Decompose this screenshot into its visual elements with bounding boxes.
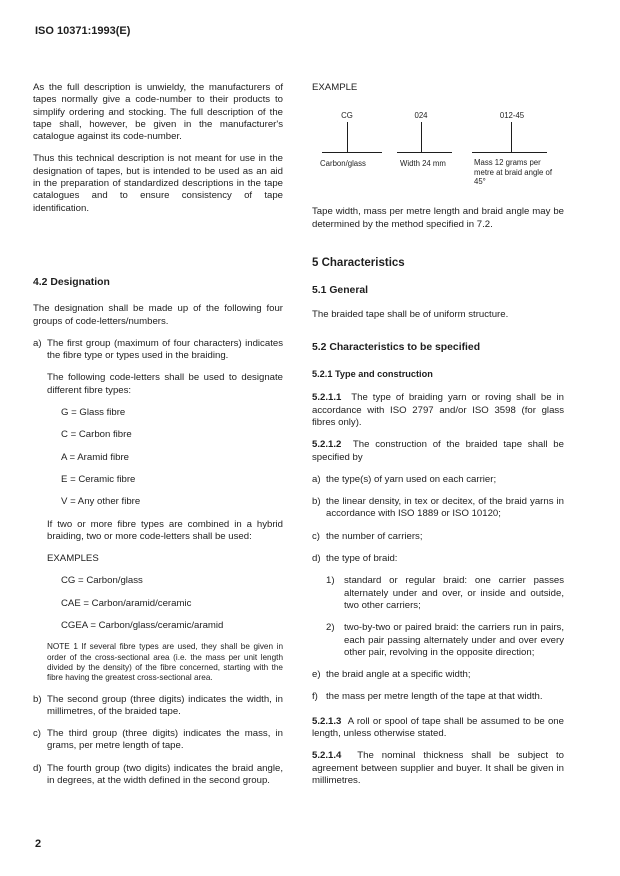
sublist-item xyxy=(312,575,564,612)
list-item xyxy=(312,553,564,565)
clause-text: The nominal thickness shall be subject to agreement between supplier and buyer. It shall be given in millimetres. xyxy=(312,750,564,786)
example-code: CGEA = Carbon/glass/ceramic/aramid xyxy=(61,620,224,632)
clause-text: A roll or spool of tape shall be assumed to be one length, unless otherwise stated. xyxy=(312,715,564,740)
paragraph: The following code-letters shall be used to designate different fibre types: xyxy=(47,372,283,396)
code-letter: E = Ceramic fibre xyxy=(61,473,136,485)
section-heading-4-2: 4.2 Designation xyxy=(33,276,110,288)
paragraph: The braided tape shall be of uniform structure. xyxy=(312,309,509,321)
list-text: the type of braid: xyxy=(326,553,398,565)
list-label: b) xyxy=(33,693,42,705)
list-text: the braid angle at a specific width; xyxy=(326,669,471,681)
list-label: c) xyxy=(33,728,41,740)
paragraph xyxy=(312,392,564,429)
code-letter: G = Glass fibre xyxy=(61,407,126,419)
clause-number: 5.2.1.4 xyxy=(312,750,342,762)
clause-text: The construction of the braided tape shall be specified by xyxy=(312,439,564,463)
connector-line xyxy=(347,122,348,152)
page-number: 2 xyxy=(35,838,42,850)
list-text: the number of carriers; xyxy=(326,530,423,542)
connector-line xyxy=(511,122,512,152)
list-item xyxy=(312,474,564,486)
clause-number: 5.2.1.1 xyxy=(312,392,342,404)
paragraph xyxy=(312,439,564,464)
list-item xyxy=(312,531,564,543)
list-label: c) xyxy=(312,530,320,542)
code-letter: V = Any other fibre xyxy=(61,496,141,508)
list-item xyxy=(312,669,564,681)
section-heading-5-2: 5.2 Characteristics to be specified xyxy=(312,341,481,353)
list-label: f) xyxy=(312,691,318,703)
list-text: the type(s) of yarn used on each carrier; xyxy=(326,473,497,485)
example-code: CG = Carbon/glass xyxy=(61,575,143,587)
connector-line xyxy=(472,152,547,153)
desc-width: Width 24 mm xyxy=(400,159,446,169)
list-text: The fourth group (two digits) indicates the braid angle, in degrees, at the width defined in the second group. xyxy=(47,762,283,786)
list-text: the mass per metre length of the tape at that width. xyxy=(326,691,543,703)
list-label: d) xyxy=(312,553,321,565)
list-item xyxy=(33,763,283,788)
list-text: The third group (three digits) indicates the mass, in grams, per metre length of tape. xyxy=(47,728,283,752)
right-column xyxy=(312,82,564,787)
list-item xyxy=(33,728,283,753)
sublist-item xyxy=(312,622,564,659)
list-label: b) xyxy=(312,496,321,508)
paragraph xyxy=(312,716,564,741)
list-label: a) xyxy=(312,473,321,485)
connector-line xyxy=(421,122,422,152)
note: NOTE 1 If several fibre types are used, they shall be given in order of the cross-sectional area (i.e. the mass per unit length divided by the density) of the fibre concerned, starting with the fibre having the greatest cross-sectional area. xyxy=(47,642,283,683)
sublist-label: 2) xyxy=(326,622,335,634)
list-item xyxy=(312,691,564,703)
list-text: The first group (maximum of four characters) indicates the fibre type or types used in the braiding. xyxy=(47,337,283,362)
list-item xyxy=(312,496,564,521)
sublist-text: standard or regular braid: one carrier passes alternately under and over, or inside and outside, two other carriers; xyxy=(344,575,564,611)
code-mass-angle: 012-45 xyxy=(499,111,525,121)
examples-label: EXAMPLES xyxy=(47,553,99,565)
section-heading-5-1: 5.1 General xyxy=(312,285,369,297)
designation-example-diagram xyxy=(312,110,564,206)
paragraph xyxy=(312,750,564,787)
clause-text: The type of braiding yarn or roving shall be in accordance with ISO 2797 and/or ISO 3598 (for glass fibres only). xyxy=(312,392,564,428)
paragraph: As the full description is unwieldy, the manufacturers of tapes normally give a code-number to their products to simplify ordering and stocking. The full description of the tape shall, however, be given in the manufacturer's catalogue against its code-number. xyxy=(33,82,283,143)
list-item xyxy=(33,338,283,363)
code-width: 024 xyxy=(414,111,428,121)
paragraph: If two or more fibre types are combined in a hybrid braiding, two or more code-letters shall be used: xyxy=(47,518,283,542)
code-cg: CG xyxy=(341,111,353,121)
paragraph: Thus this technical description is not meant for use in the designation of tapes, but is intended to be used as an aid in the preparation of standardized descriptions in the tape catalogues and to ensure consistency of tape identification. xyxy=(33,153,283,214)
desc-mass: Mass 12 grams per metre at braid angle of 45° xyxy=(474,158,553,187)
connector-line xyxy=(397,152,452,153)
section-heading-5-2-1: 5.2.1 Type and construction xyxy=(312,369,433,380)
example-code: CAE = Carbon/aramid/ceramic xyxy=(61,597,192,609)
clause-number: 5.2.1.2 xyxy=(312,439,342,451)
sublist-text: two-by-two or paired braid: the carriers run in pairs, each pair passing alternately under and over every other pair, revolving in the opposite direction; xyxy=(344,622,564,658)
list-label: e) xyxy=(312,669,321,681)
left-column xyxy=(33,82,283,787)
paragraph: The designation shall be made up of the following four groups of code-letters/numbers. xyxy=(33,303,283,327)
paragraph: Tape width, mass per metre length and braid angle may be determined by the method specified in 7.2. xyxy=(312,206,564,230)
code-letter: A = Aramid fibre xyxy=(61,451,129,463)
list-label: a) xyxy=(33,337,42,349)
list-label: d) xyxy=(33,762,42,774)
list-item xyxy=(33,694,283,719)
list-text: the linear density, in tex or decitex, of the braid yarns in accordance with ISO 1889 or ISO 10120; xyxy=(326,496,564,520)
connector-line xyxy=(322,152,382,153)
example-label: EXAMPLE xyxy=(312,82,358,93)
desc-carbon-glass: Carbon/glass xyxy=(320,159,366,169)
document-header: ISO 10371:1993(E) xyxy=(35,25,131,37)
code-letter: C = Carbon fibre xyxy=(61,429,132,441)
clause-number: 5.2.1.3 xyxy=(312,715,342,727)
list-text: The second group (three digits) indicates the width, in millimetres, of the braided tape. xyxy=(47,693,283,717)
section-heading-5: 5 Characteristics xyxy=(312,256,405,269)
sublist-label: 1) xyxy=(326,575,335,587)
